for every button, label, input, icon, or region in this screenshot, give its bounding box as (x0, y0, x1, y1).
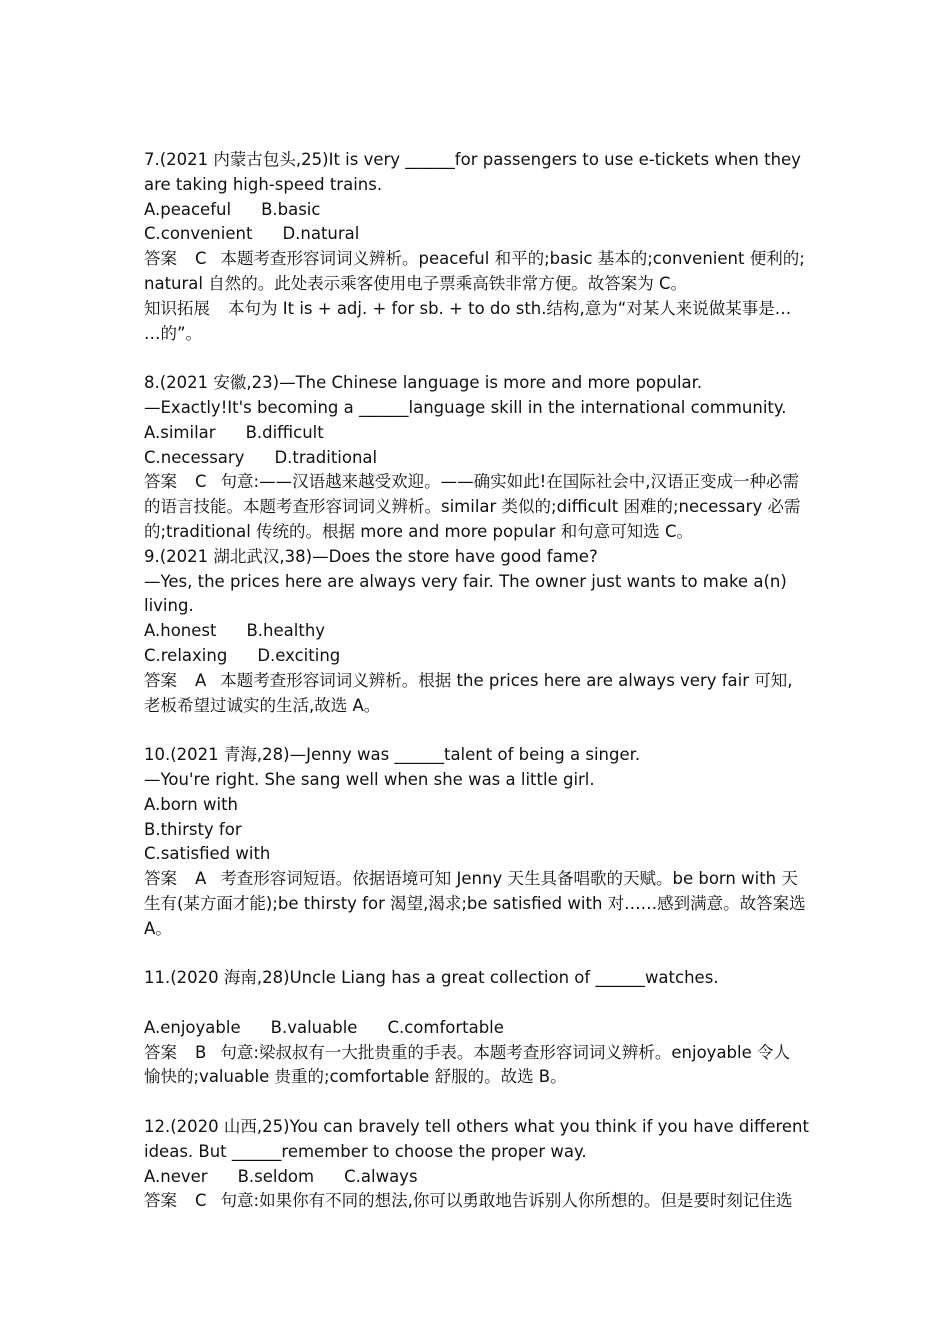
q7-extension-line1 (144, 297, 808, 322)
q8-answer-key: 答案 (144, 472, 177, 492)
q9-stem-line3: living. (144, 596, 194, 616)
q7-extension-text1: 本句为 It is + adj. + for sb. + to do sth.结构,意为“对某人来说做某事是… (228, 298, 792, 318)
q11-stem-line1: 11.(2020 海南,28)Uncle Liang has a great collection of ______watches. (144, 968, 719, 988)
q9-answer-text1: 本题考查形容词词义辨析。根据 the prices here are always very fair 可知, (220, 670, 793, 690)
q8-options-cd (144, 446, 808, 471)
q10-option-b: B.thirsty for (144, 819, 242, 839)
q10-answer-letter: A (195, 869, 207, 889)
q7-answer-line1 (144, 247, 808, 272)
q9-answer-line2: 老板希望过诚实的生活,故选 A。 (144, 695, 381, 715)
q11-option-b: B.valuable (270, 1017, 358, 1037)
q7-stem-line1: 7.(2021 内蒙古包头,25)It is very ______for passengers to use e-tickets when they (144, 150, 801, 169)
q9-option-b: B.healthy (246, 621, 326, 641)
q10-answer-line2: 生有(某方面才能);be thirsty for 渴望,渴求;be satisfied with 对……感到满意。故答案选 (144, 893, 806, 913)
q10-answer-text1: 考查形容词短语。依据语境可知 Jenny 天生具备唱歌的天赋。be born with 天 (220, 869, 798, 889)
q7-answer-line2: natural 自然的。此处表示乘客使用电子票乘高铁非常方便。故答案为 C。 (144, 273, 687, 293)
q7-options-ab (144, 198, 808, 223)
q7-extension-line2: …的”。 (144, 323, 203, 343)
q12-answer-letter: C (195, 1191, 207, 1211)
q10-answer-key: 答案 (144, 869, 177, 889)
q9-option-d: D.exciting (257, 645, 341, 665)
q9-option-a: A.honest (144, 621, 217, 641)
document-page (144, 148, 808, 1214)
q9-stem-line2: —Yes, the prices here are always very fair. The owner just wants to make a(n) (144, 571, 787, 591)
q7-answer-text1: 本题考查形容词词义辨析。peaceful 和平的;basic 基本的;convenient 便利的; (220, 249, 805, 269)
q8-option-d: D.traditional (274, 447, 378, 467)
q8-option-c: C.necessary (144, 447, 245, 467)
q11-answer-text1: 句意:梁叔叔有一大批贵重的手表。本题考查形容词词义辨析。enjoyable 令人 (220, 1042, 791, 1062)
q8-stem-line1: 8.(2021 安徽,23)—The Chinese language is more and more popular. (144, 373, 703, 393)
q12-answer-line1 (144, 1189, 808, 1214)
q7-stem-line2: are taking high-speed trains. (144, 174, 383, 194)
q8-answer-text1: 句意:——汉语越来越受欢迎。——确实如此!在国际社会中,汉语正变成一种必需 (220, 472, 799, 492)
q10-option-c: C.satisfied with (144, 844, 271, 864)
q11-option-c: C.comfortable (387, 1017, 504, 1037)
q7-option-d: D.natural (282, 224, 360, 244)
q10-stem-line1: 10.(2021 青海,28)—Jenny was ______talent of being a singer. (144, 745, 641, 765)
q9-answer-line1 (144, 669, 808, 694)
q8-option-a: A.similar (144, 422, 216, 442)
q7-answer-key: 答案 (144, 249, 177, 269)
q8-stem-line2: —Exactly!It's becoming a ______language skill in the international community. (144, 397, 787, 417)
q7-answer-letter: C (195, 249, 207, 269)
q11-options (144, 1016, 808, 1041)
q9-answer-letter: A (195, 670, 207, 690)
q9-options-cd (144, 644, 808, 669)
q9-options-ab (144, 619, 808, 644)
q8-answer-line3: 的;traditional 传统的。根据 more and more popular 和句意可知选 C。 (144, 521, 694, 541)
q12-option-b: B.seldom (237, 1166, 315, 1186)
q9-answer-key: 答案 (144, 670, 177, 690)
q8-answer-line1 (144, 470, 808, 495)
q10-answer-line3: A。 (144, 918, 172, 938)
q10-answer-line1 (144, 867, 808, 892)
q8-answer-line2: 的语言技能。本题考查形容词词义辨析。similar 类似的;difficult 困难的;necessary 必需 (144, 497, 801, 517)
q11-option-a: A.enjoyable (144, 1017, 241, 1037)
q11-answer-line2: 愉快的;valuable 贵重的;comfortable 舒服的。故选 B。 (144, 1067, 567, 1087)
q8-option-b: B.difficult (245, 422, 324, 442)
q12-answer-key: 答案 (144, 1191, 177, 1211)
q9-option-c: C.relaxing (144, 645, 228, 665)
q12-stem-line1: 12.(2020 山西,25)You can bravely tell others what you think if you have different (144, 1117, 809, 1137)
q10-option-a: A.born with (144, 794, 239, 814)
q10-stem-line2: —You're right. She sang well when she was a little girl. (144, 769, 595, 789)
q7-option-c: C.convenient (144, 224, 253, 244)
q12-stem-line2: ideas. But ______remember to choose the proper way. (144, 1141, 587, 1161)
q11-answer-line1 (144, 1041, 808, 1066)
q7-options-cd (144, 222, 808, 247)
q7-extension-key: 知识拓展 (144, 298, 210, 318)
q12-answer-text1: 句意:如果你有不同的想法,你可以勇敢地告诉别人你所想的。但是要时刻记住选 (220, 1191, 793, 1211)
q8-options-ab (144, 421, 808, 446)
q11-answer-letter: B (195, 1042, 207, 1062)
q8-answer-letter: C (195, 472, 207, 492)
q12-option-c: C.always (344, 1166, 418, 1186)
q7-option-b: B.basic (261, 199, 321, 219)
q11-answer-key: 答案 (144, 1042, 177, 1062)
q12-option-a: A.never (144, 1166, 208, 1186)
q12-options (144, 1165, 808, 1190)
q7-option-a: A.peaceful (144, 199, 232, 219)
q9-stem-line1: 9.(2021 湖北武汉,38)—Does the store have good fame? (144, 546, 598, 566)
